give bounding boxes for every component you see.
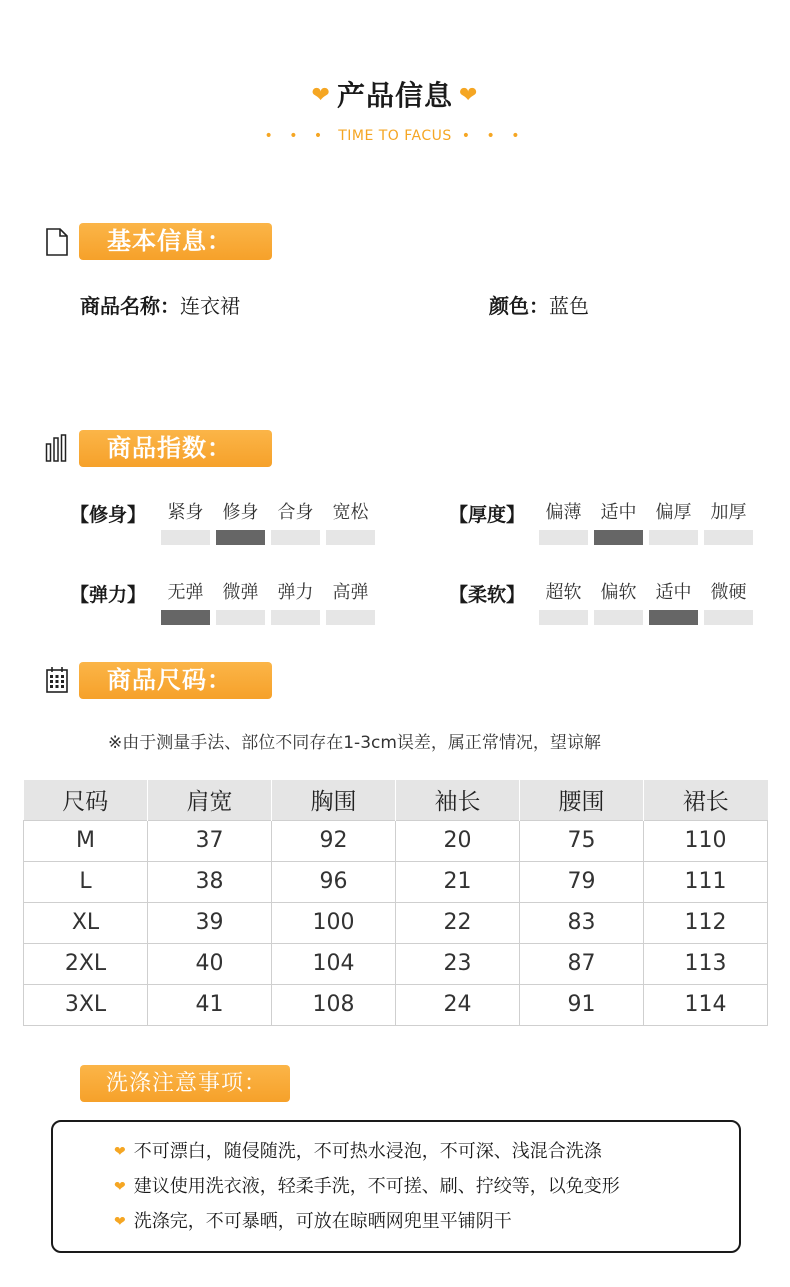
page-subtitle [0,128,790,144]
product-name-value: 连衣裙 [180,294,240,318]
table-cell: 83 [520,902,644,943]
index-bar [704,530,753,545]
index-option: 紧身 [167,502,204,523]
index-bar [216,530,265,545]
wash-item [114,1137,602,1163]
table-cell: 23 [396,943,520,984]
table-cell: 40 [148,943,272,984]
index-option: 修身 [222,502,259,523]
document-icon [45,228,69,256]
table-cell: 37 [148,820,272,861]
index-option: 无弹 [167,582,204,603]
table-cell: 38 [148,861,272,902]
table-cell: 114 [644,984,768,1025]
heart-icon: ❤ [114,1179,126,1195]
table-cell: 41 [148,984,272,1025]
decor-dots: • • • [461,128,526,144]
index-label-elasticity: 【弹力】 [70,584,147,606]
table-cell: 22 [396,902,520,943]
section-basic-info-title: 基本信息： [79,223,272,260]
heart-icon: ❤ [114,1144,126,1160]
table-row [24,902,768,943]
wash-item-text: 洗涤完，不可暴晒，可放在晾晒网兜里平铺阴干 [133,1211,512,1232]
heart-icon: ❤ [459,83,479,108]
table-cell: 112 [644,902,768,943]
table-header-cell: 肩宽 [148,780,272,820]
grid-icon [45,666,69,694]
table-cell: 108 [272,984,396,1025]
index-option: 适中 [655,582,692,603]
section-index-title: 商品指数： [79,430,272,467]
bar-chart-icon [45,434,69,462]
table-header-cell: 袖长 [396,780,520,820]
index-bar [216,610,265,625]
table-cell: 3XL [24,984,148,1025]
product-color-label: 颜色： [489,294,549,318]
wash-item-text: 建议使用洗衣液，轻柔手洗，不可搓、刷、拧绞等，以免变形 [133,1176,620,1197]
index-option: 超软 [545,582,582,603]
index-bar [271,530,320,545]
table-cell: 87 [520,943,644,984]
table-cell: XL [24,902,148,943]
index-option: 偏厚 [655,502,692,523]
index-bar [649,530,698,545]
page-title [0,74,790,114]
product-color-value: 蓝色 [549,294,589,318]
index-bar [539,610,588,625]
table-cell: 79 [520,861,644,902]
table-cell: 75 [520,820,644,861]
wash-item [114,1207,512,1233]
index-label-thickness: 【厚度】 [449,504,526,526]
index-bar [161,610,210,625]
table-cell: 113 [644,943,768,984]
index-bar [594,530,643,545]
table-cell: 100 [272,902,396,943]
index-bar [539,530,588,545]
index-option: 微硬 [710,582,747,603]
table-cell: 2XL [24,943,148,984]
table-header-cell: 裙长 [644,780,768,820]
index-bar [594,610,643,625]
table-cell: 20 [396,820,520,861]
decor-dots: • • • [264,128,329,144]
index-label-softness: 【柔软】 [449,584,526,606]
index-bar [704,610,753,625]
table-cell: 111 [644,861,768,902]
table-row [24,861,768,902]
product-color-field [489,290,589,319]
product-name-field [80,290,240,319]
index-option: 适中 [600,502,637,523]
table-cell: 96 [272,861,396,902]
page-subtitle-text: TIME TO FACUS [338,128,452,144]
table-cell: 21 [396,861,520,902]
index-option: 加厚 [710,502,747,523]
table-cell: 91 [520,984,644,1025]
index-option: 高弹 [332,582,369,603]
table-cell: 110 [644,820,768,861]
index-option: 弹力 [277,582,314,603]
index-bar [326,530,375,545]
table-header-cell: 腰围 [520,780,644,820]
section-wash-title: 洗涤注意事项： [80,1065,290,1102]
index-option: 偏软 [600,582,637,603]
index-option: 偏薄 [545,502,582,523]
table-cell: M [24,820,148,861]
wash-item [114,1172,620,1198]
table-cell: 39 [148,902,272,943]
index-option: 宽松 [332,502,369,523]
table-cell: L [24,861,148,902]
table-row [24,984,768,1025]
wash-item-text: 不可漂白，随侵随洗，不可热水浸泡，不可深、浅混合洗涤 [133,1141,602,1162]
index-bar [649,610,698,625]
size-table-header-row [24,780,768,820]
heart-icon: ❤ [114,1214,126,1230]
measurement-note: ※由于测量手法、部位不同存在1-3cm误差，属正常情况，望谅解 [108,733,601,753]
table-cell: 104 [272,943,396,984]
index-bar [161,530,210,545]
index-label-fit: 【修身】 [70,504,147,526]
heart-icon: ❤ [311,83,331,108]
index-bar [326,610,375,625]
table-row [24,820,768,861]
table-header-cell: 尺码 [24,780,148,820]
section-size-title: 商品尺码： [79,662,272,699]
index-option: 合身 [277,502,314,523]
index-option: 微弹 [222,582,259,603]
table-cell: 24 [396,984,520,1025]
size-table [23,780,768,1026]
page-title-text: 产品信息 [336,79,453,112]
table-cell: 92 [272,820,396,861]
index-bar [271,610,320,625]
table-header-cell: 胸围 [272,780,396,820]
product-name-label: 商品名称： [80,294,180,318]
table-row [24,943,768,984]
